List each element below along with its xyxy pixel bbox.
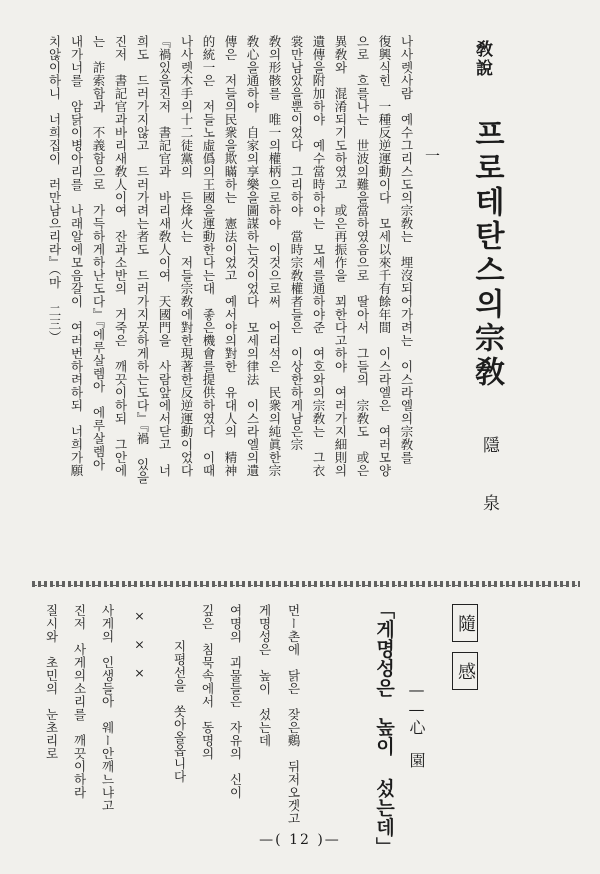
poem-line: 게명성은 높이 섰는데 — [257, 604, 272, 747]
essay-column: 異敎와 混淆되기도하였고 或은再振作을 꾀한다고하야 여러가지細則의 — [333, 35, 348, 477]
essay-column: 敎의形骸를 唯一의權柄으로하야 이것으로써 어리석은 民衆의純眞한宗 — [267, 35, 282, 477]
essay-column: 復興식힌 一種反逆運動이다 모세以來千有餘年間 이스라엘은 여러모양 — [377, 35, 392, 477]
poem-line: 여명의 괴물들은 자유의 신이 — [228, 604, 243, 799]
essay-column: 一 — [423, 148, 441, 164]
poem-line: 깊은 침묵속에서 동명의 — [200, 604, 215, 760]
essay-column: 으로 흐를나는 世波의難을當하였음으로 딸아서 그들의 宗敎도 或은 — [355, 35, 370, 477]
poem-title: 「게명성은 높이 섰는데」 — [373, 600, 395, 857]
poem-byline: ——心 園 — [407, 680, 426, 769]
section-divider — [32, 581, 580, 587]
essay-column: 나사렛사람 예수그리스도의宗敎는 埋沒되어가려는 이스라엘의宗敎를 — [399, 35, 414, 464]
author-name: 隱 泉 — [479, 436, 499, 523]
essay-column: 傳은 저들의民衆을欺瞞하는 憲法이었고 예서야의對한 유대人의 精神 — [223, 35, 238, 477]
essay-column: 나사렛木手의十二徒黨의 든烽火는 저들宗敎에對한現著한反逆運動이었다 — [179, 35, 194, 477]
section-label-box: 隨 — [452, 604, 478, 642]
essay-column: 진저 書記官과바리새敎人이여 잔과소반의 거죽은 깨끗이하되 그안에 — [113, 35, 128, 477]
poem-line: 진저 사게의소리를 깨끗이하라 — [72, 604, 87, 799]
poem-line: × × × — [132, 608, 147, 681]
essay-column: 敎心을通하야 自家의享樂을圖謀하는것이었다 모세의律法 이스라엘의遺 — [245, 35, 260, 477]
essay-column: 遺傳을附加하야 예수當時하야는 모세를通하야준 여호와의宗敎는 그衣 — [311, 35, 326, 477]
poem-line: 먼ー촌에 닭은 잦은鷄 뒤저오겟고 — [286, 604, 301, 825]
poem-line: 지평선을 쏫아올옵니다 — [172, 640, 187, 783]
essay-column: 내가너를 암닭이병아리를 나래알에모음갈이 여러번하려하되 너희가願 — [69, 35, 84, 477]
section-label-box: 感 — [452, 652, 478, 690]
essay-column: 희도 드러가지않고 드러가려는者도 드러가지못하게하는도다』『禍 있을 — [135, 35, 150, 484]
essay-column: 『禍있을진저 書記官과 바리새敎人이여 天國門을 사람앞에서닫고 너 — [157, 35, 172, 477]
essay-column: 的統一은 저들노虛僞의王國을運動한다는대 좋은機會를提供하였다 이때 — [201, 35, 216, 477]
category-label: 敎說 — [472, 40, 492, 78]
article-title: 프로테탄스의宗敎 — [469, 118, 504, 390]
essay-column: 치않이하니 너희집이 러만남으리라』（마 二三） — [47, 35, 62, 344]
essay-column: 는 詐索함과 不義함으로 가득하게하난도다』『에루살렘아 에루살렘아 — [91, 35, 106, 471]
page-number: —( 12 )— — [259, 832, 341, 848]
poem-line: 사게의 인생들아 웨ー안깨느냐고 — [100, 604, 115, 812]
poem-line: 질시와 초민의 눈초리로 — [44, 604, 59, 760]
essay-column: 裳만남았을뿐이었다 그리하야 當時宗敎權者들은 이상한하게남은宗 — [289, 35, 304, 451]
